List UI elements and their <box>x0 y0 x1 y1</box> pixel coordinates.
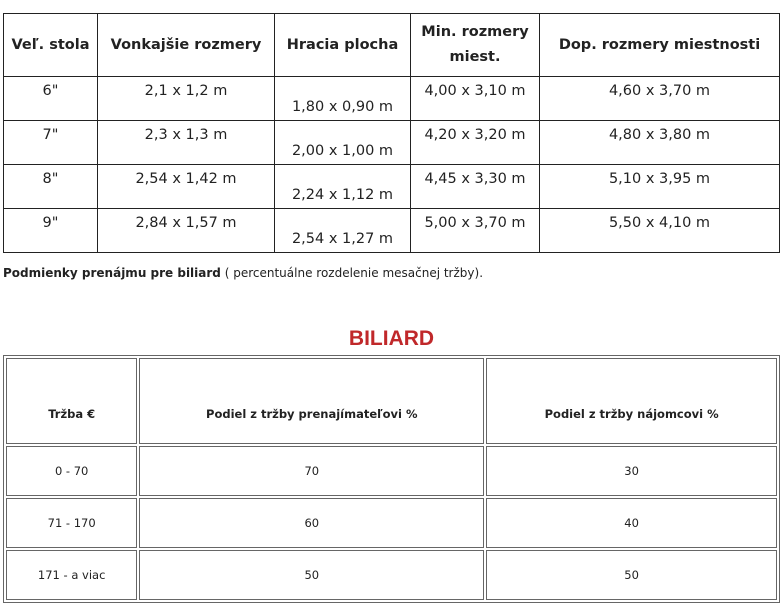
table-header-row <box>4 14 780 77</box>
table-row <box>6 498 777 548</box>
header-playing-area: Hracia plocha <box>275 14 411 77</box>
table-row <box>4 209 780 253</box>
table-cell: 0 - 70 <box>6 446 137 496</box>
table-cell: 2,00 x 1,00 m <box>275 121 411 165</box>
table-cell: 1,80 x 0,90 m <box>275 77 411 121</box>
table-row <box>4 165 780 209</box>
table-revenue-split <box>3 355 780 603</box>
table-cell: 50 <box>486 550 777 600</box>
table-cell: 71 - 170 <box>6 498 137 548</box>
table-cell: 4,60 x 3,70 m <box>540 77 780 121</box>
table-cell: 9" <box>4 209 98 253</box>
table-row <box>6 446 777 496</box>
table-cell: 4,00 x 3,10 m <box>411 77 540 121</box>
table-cell: 60 <box>139 498 484 548</box>
table-cell: 50 <box>139 550 484 600</box>
note-text: ( percentuálne rozdelenie mesačnej tržby). <box>220 266 484 280</box>
biliard-title: BILIARD <box>348 327 435 350</box>
table-row <box>4 77 780 121</box>
table-cell: 171 - a viac <box>6 550 137 600</box>
table-cell: 4,80 x 3,80 m <box>540 121 780 165</box>
table-cell: 5,50 x 4,10 m <box>540 209 780 253</box>
header-table-size: Veľ. stola <box>4 14 98 77</box>
header-revenue: Tržba € <box>6 358 137 444</box>
table-cell: 8" <box>4 165 98 209</box>
table-cell: 40 <box>486 498 777 548</box>
table-cell: 6" <box>4 77 98 121</box>
table-row <box>4 121 780 165</box>
table-cell: 2,54 x 1,42 m <box>98 165 275 209</box>
table-size-table <box>3 13 780 253</box>
table-cell: 7" <box>4 121 98 165</box>
header-min-room-size: Min. rozmery miest. <box>411 14 540 77</box>
table-cell: 2,84 x 1,57 m <box>98 209 275 253</box>
table-cell: 5,00 x 3,70 m <box>411 209 540 253</box>
table-cell: 2,24 x 1,12 m <box>275 165 411 209</box>
table-cell: 2,1 x 1,2 m <box>98 77 275 121</box>
table-header-row <box>6 358 777 444</box>
table-row <box>6 550 777 600</box>
table-cell: 30 <box>486 446 777 496</box>
table-cell: 4,45 x 3,30 m <box>411 165 540 209</box>
header-recommended-room-size: Dop. rozmery miestnosti <box>540 14 780 77</box>
table-cell: 5,10 x 3,95 m <box>540 165 780 209</box>
table-cell: 2,3 x 1,3 m <box>98 121 275 165</box>
table-cell: 2,54 x 1,27 m <box>275 209 411 253</box>
rental-conditions-note <box>3 266 483 280</box>
header-landlord-share: Podiel z tržby prenajímateľovi % <box>139 358 484 444</box>
note-bold-text: Podmienky prenájmu pre biliard <box>3 266 221 280</box>
header-tenant-share: Podiel z tržby nájomcovi % <box>486 358 777 444</box>
header-outer-dimensions: Vonkajšie rozmery <box>98 14 275 77</box>
table-cell: 4,20 x 3,20 m <box>411 121 540 165</box>
table-cell: 70 <box>139 446 484 496</box>
